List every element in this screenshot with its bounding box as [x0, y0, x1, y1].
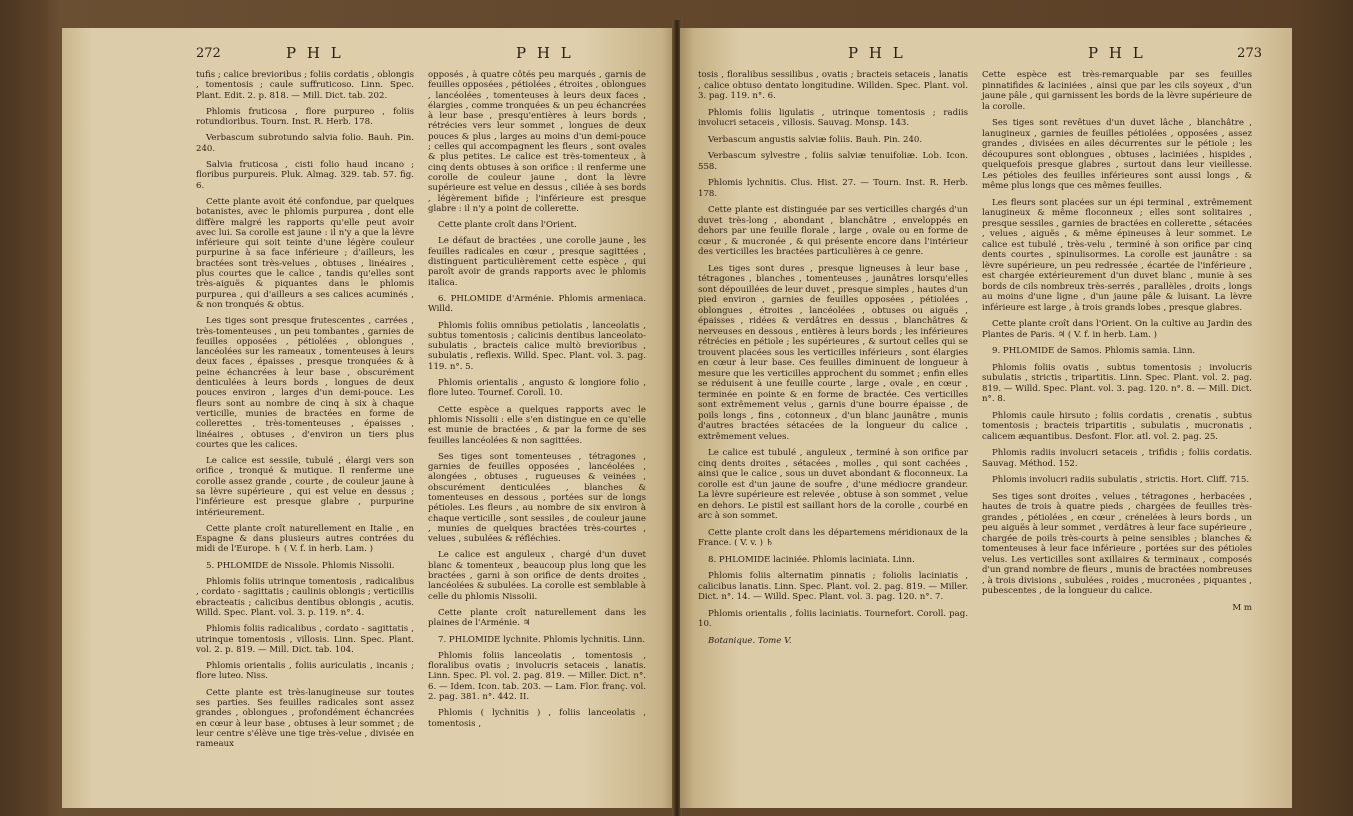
paragraph: 5. PHLOMIDE de Nissole. Phlomis Nissolii. — [206, 560, 395, 571]
left-page-number: 272 — [196, 46, 221, 61]
paragraph: Phlomis foliis alternatim pinnatis ; foliolis laciniatis , calicibus lanatis. Linn. Spec. Plant. vol. 2. pag. 819. — Miller. Dict. n°. 14. — Willd. Spec. Plant. vol. 3. pag. 120. n°. 7. — [698, 571, 968, 602]
paragraph: Cette plante croît dans l'Orient. — [438, 220, 577, 231]
left-page — [62, 28, 674, 808]
paragraph: Phlomis foliis radicalibus , cordato - sagittatis , utrinque tomentosis , villosis. Linn. Spec. Plant. vol. 2. p. 819. — Mill. Dict. tab. 104. — [196, 624, 414, 655]
paragraph: Verbascum subrotundo salvia folio. Bauh. Pin. 240. — [196, 133, 414, 154]
paragraph: Le défaut de bractées , une corolle jaune , les feuilles radicales en cœur , presque sagittées , distinguent particulièrement cette espèce , qui paroît avoir de grands rapports avec le phlomis italica. — [428, 236, 646, 288]
right-page-number: 273 — [1237, 46, 1262, 61]
paragraph: Cette plante croît dans les départemens méridionaux de la France. ( V. v. ) ♄ — [698, 527, 968, 548]
paragraph: Verbascum sylvestre , foliis salviæ tenuifoliæ. Lob. Icon. 558. — [698, 151, 968, 172]
paragraph: 6. PHLOMIDE d'Arménie. Phlomis armeniaca. Willd. — [428, 293, 646, 315]
paragraph: Phlomis fruticosa , flore purpureo , foliis rotundioribus. Tourn. Inst. R. Herb. 178. — [196, 106, 414, 128]
paragraph: Cette espèce a quelques rapports avec le phlomis Nissolii : elle s'en distingue en ce qu'elle est munie de bractées , & par la forme de ses feuilles lancéolées & non sagittées. — [428, 404, 646, 446]
paragraph: Cette plante croît naturellement dans les plaines de l'Arménie. ♃ — [428, 607, 646, 629]
left-running-head-1: P H L — [286, 44, 344, 62]
right-header — [698, 44, 1262, 70]
paragraph: tosis , floralibus sessilibus , ovatis ; bracteis setaceis , lanatis , calice obtuso dentato longitudine. Willden. Spec. Plant. vol. 3. pag. 119. n°. 6. — [698, 70, 968, 101]
paragraph: Ses tiges sont revêtues d'un duvet lâche , blanchâtre , lanugineux , garnies de feuilles pétiolées , opposées , assez grandes , divisées en ailes décurrentes sur le pétiole ; les découpures sont oblongues , obtuses , laciniées , hispides , quelquefois presque glabres , surtout dans leur vieillesse. Les pétioles des feuilles inférieures sont aussi longs , & même plus longs que ces mêmes feuilles. — [982, 118, 1252, 191]
right-column-1 — [698, 70, 968, 652]
paragraph: Cette plante croît naturellement en Italie , en Espagne & dans plusieurs autres contrées du midi de l'Europe. ♄ ( V. f. in herb. Lam. ) — [196, 523, 414, 555]
paragraph: Phlomis orientalis , foliis laciniatis. Tournefort. Coroll. pag. 10. — [698, 608, 968, 629]
right-running-head-1: P H L — [848, 44, 906, 62]
paragraph: Phlomis foliis utrinque tomentosis , radicalibus , cordato - sagittatis ; caulinis oblongis ; verticillis ebracteatis ; calicibus dentibus oblongis , acutis. Willd. Spec. Plant. vol. 3. p. 119. n°. 4. — [196, 577, 414, 618]
paragraph: Phlomis foliis omnibus petiolatis , lanceolatis , subtus tomentosis ; calicinis dentibus lanceolato-subulatis , bracteis calice multò brevioribus , subulatis , reflexis. Willd. Spec. Plant. vol. 3. pag. 119. n°. 5. — [428, 320, 646, 372]
paragraph: Ses tiges sont droites , velues , tétragones , herbacées , hautes de trois à quatre pieds , chargées de feuilles très-grandes , pétiolées , en cœur , crénelées à leurs bords , un peu aiguës à leur sommet , verdâtres à leur face supérieure , chargée de poils très-courts à peine sensibles ; blanches & tomenteuses à leur face inférieure , portées sur des pétioles velus. Les verticilles sont axillaires & terminaux , composés d'un grand nombre de fleurs , munis de bractées nombreuses , à trois divisions , subulées , roides , mucronées , piquantes , pubescentes , de la longueur du calice. — [982, 491, 1252, 596]
paragraph: Phlomis radiis involucri setaceis , trifidis ; foliis cordatis. Sauvag. Méthod. 152. — [982, 448, 1252, 469]
paragraph: Phlomis orientalis , foliis auriculatis , incanis ; flore luteo. Niss. — [196, 661, 414, 682]
paragraph: Phlomis foliis ovatis , subtus tomentosis ; involucris subulatis , strictis , tripartitis. Linn. Spec. Plant. vol. 2. pag. 819. — Willd. Spec. Plant. vol. 3. pag. 120. n°. 8. — Mill. Dict. n°. 8. — [982, 362, 1252, 404]
paragraph: Salvia fruticosa , cisti folio haud incano ; floribus purpureis. Pluk. Almag. 329. tab. 57. fig. 6. — [196, 160, 414, 191]
paragraph: 9. PHLOMIDE de Samos. Phlomis samia. Linn. — [992, 346, 1196, 356]
left-column-2 — [428, 70, 646, 756]
paragraph: 7. PHLOMIDE lychnite. Phlomis lychnitis. Linn. — [438, 634, 646, 645]
paragraph: Les tiges sont presque frutescentes , carrées , très-tomenteuses , un peu tombantes , garnies de feuilles opposées , pétiolées , oblongues , lancéolées sur les rameaux , tomenteuses à leurs deux faces , épaisses , presque tronquées & à peine échancrées à leur base , obscurément denticulées à leurs bords , longues de deux pouces environ , larges d'un demi-pouce. Les fleurs sont au nombre de cinq à six à chaque verticille, munies de bractées en forme de collerettes , très-tomenteuses , épaisses , linéaires , obtuses , d'environ un tiers plus courtes que les calices. — [196, 316, 414, 450]
right-column-2 — [982, 70, 1252, 652]
paragraph: Les tiges sont dures , presque ligneuses à leur base , tétragones , blanches , tomenteuses , jaunâtres lorsqu'elles sont dépouillées de leur duvet , presque simples , hautes d'un pied environ , garnies de feuilles opposées , pétiolées , oblongues , étroites , lancéolées , obtuses ou aiguës , épaisses , ridées & verdâtres en dessus , blanchâtres & nerveuses en dessous , entières à leurs bords ; les inférieures rétrécies en pétiole ; les supérieures , & surtout celles qui se trouvent placées sous les verticilles inférieurs , sont élargies en cœur à leur base. Ces feuilles diminuent de longueur à mesure que les verticilles approchent du sommet ; enfin elles se réduisent à une feuille courte , large , ovale , en cœur , terminée en pointe & en forme de bractée. Ces verticilles sont extrêmement velus , garnis d'une bourre épaisse , de poils longs , fins , cotonneux , d'un blanc jaunâtre , munis d'autres bractées sétacées de la longueur du calice , extrêmement velues. — [698, 263, 968, 442]
paragraph: Phlomis orientalis , angusto & longiore folio , flore luteo. Tournef. Coroll. 10. — [428, 378, 646, 399]
paragraph: Le calice est tubulé , anguleux , terminé à son orifice par cinq dents droites , sétacées , molles , qui sont cachées , ainsi que le calice , sous un duvet abondant & floconneux. La corolle est d'un jaune de soufre , d'une médiocre grandeur. La lèvre supérieure est relevée , obtuse à son sommet , velue en dehors. Le pistil est saillant hors de la corolle , courbé en arc à son sommet. — [698, 448, 968, 521]
paragraph: Cette plante avoit été confondue, par quelques botanistes, avec le phlomis purpurea , dont elle diffère malgré les rapports qu'elle peut avoir avec lui. Sa corolle est jaune : il n'y a que la lèvre inférieure qui soit teinte d'une légère couleur purpurine à sa face inférieure ; d'ailleurs, les bractées sont très-velues , obtuses , linéaires , plus courtes que le calice , tandis qu'elles sont très-aiguës & piquantes dans le phlomis purpurea , qui d'ailleurs a ses calices acuminés , & non tronqués & obtus. — [196, 196, 414, 310]
right-page — [680, 28, 1292, 808]
paragraph: Cette plante est très-lanugineuse sur toutes ses parties. Ses feuilles radicales sont assez grandes , oblongues , profondément échancrées en cœur à leur base , obtuses à leur sommet ; de leur centre s'élève une tige très-velue , divisée en rameaux — [196, 687, 414, 750]
page-footer: Botanique. Tome V. — [708, 635, 792, 646]
paragraph: Phlomis lychnitis. Clus. Hist. 27. — Tourn. Inst. R. Herb. 178. — [698, 178, 968, 199]
right-running-head-2: P H L — [1088, 44, 1146, 62]
paragraph: tufis ; calice brevioribus ; foliis cordatis , oblongis , tomentosis ; caule suffruticoso. Linn. Spec. Plant. Edit. 2. p. 818. — Mill. Dict. tab. 202. — [196, 70, 414, 101]
paragraph: Phlomis foliis lanceolatis , tomentosis , floralibus ovatis ; involucris setaceis , lanatis. Linn. Spec. Pl. vol. 2. pag. 819. — Miller. Dict. n°. 6. — Idem. Icon. tab. 203. — Lam. Flor. franç. vol. 2. pag. 381. n°. 442. II. — [428, 650, 646, 703]
paragraph: Phlomis foliis ligulatis , utrinque tomentosis ; radiis involucri setaceis , villosis. Sauvag. Monsp. 143. — [698, 107, 968, 128]
left-column-1 — [196, 70, 414, 756]
left-header — [196, 44, 662, 70]
paragraph: Phlomis involucri radiis subulatis , strictis. Hort. Cliff. 715. — [992, 475, 1250, 485]
paragraph: Le calice est sessile, tubulé , élargi vers son orifice , tronqué & mutique. Il renferme une corolle assez grande , courte , de couleur jaune à sa lèvre supérieure , qui est velue en dessus ; l'inférieure est presque glabre , purpurine intérieurement. — [196, 456, 414, 518]
paragraph: Verbascum angustis salviæ foliis. Bauh. Pin. 240. — [708, 134, 923, 145]
paragraph: Cette espèce est très-remarquable par ses feuilles pinnatifides & laciniées , ainsi que par les cils soyeux , d'un jaune pâle , qui garnissent les bords de la lèvre supérieure de la corolle. — [982, 70, 1252, 112]
paragraph: 8. PHLOMIDE laciniée. Phlomis laciniata. Linn. — [708, 554, 915, 565]
paragraph: Phlomis caule hirsuto ; foliis cordatis , crenatis , subtus tomentosis ; bracteis tripartitis , subulatis , mucronatis , calicem æquantibus. Desfont. Flor. atl. vol. 2. pag. 25. — [982, 410, 1252, 442]
left-running-head-2: P H L — [516, 44, 574, 62]
paragraph: Les fleurs sont placées sur un épi terminal , extrêmement lanugineux & même floconneux ; elles sont solitaires , presque sessiles , garnies de bractées en collerette , sétacées , velues , aiguës , & même épineuses à leur sommet. Le calice est tubulé , très-velu , terminé à son orifice par cinq dents courtes , spinulisormes. La corolle est jaunâtre : sa lèvre supérieure, un peu redressée , écartée de l'inférieure , est chargée extérieurement d'un duvet blanc , munie à ses bords de cils nombreux très-serrés , parallèles , droits , longs au moins d'une ligne , d'un jaune pâle & luisant. La lèvre inférieure est large , à trois grands lobes , presque glabres. — [982, 197, 1252, 313]
paragraph: Phlomis ( lychnitis ) , foliis lanceolatis , tomentosis , — [428, 708, 646, 729]
paragraph: Cette plante est distinguée par ses verticilles chargés d'un duvet très-long , abondant , blanchâtre , enveloppés en dehors par une feuille florale , large , ovale ou en forme de cœur , & mucronée , & qui présente encore dans l'intérieur des verticilles les bractées particulières à ce genre. — [698, 205, 968, 257]
paragraph: Ses tiges sont tomenteuses , tétragones , garnies de feuilles opposées , lancéolées , alongées , obtuses , rugueuses & veinées , obscurément denticulées , blanches & tomenteuses en dessous , portées sur de longs pétioles. Les fleurs , au nombre de six environ à chaque verticille , sont sessiles , de couleur jaune , munies de quelques bractées très-courtes , velues , subulées & réfléchies. — [428, 451, 646, 545]
paragraph: Cette plante croît dans l'Orient. On la cultive au Jardin des Plantes de Paris. ♃ ( V. f. in herb. Lam. ) — [982, 319, 1252, 340]
signature-mark: M m — [1232, 602, 1252, 613]
paragraph: Le calice est anguleux , chargé d'un duvet blanc & tomenteux , beaucoup plus long que les bractées , garni à son orifice de dents droites , lancéolées & subulées. La corolle est semblable à celle du phlomis Nissolii. — [428, 550, 646, 602]
paragraph: opposés , à quatre côtés peu marqués , garnis de feuilles opposées , pétiolées , étroites , oblongues , lancéolées , tomenteuses à leurs deux faces , élargies , comme tronquées & un peu échancrées à leur base , presqu'entières à leurs bords , rétrécies vers leur sommet , longues de deux pouces & plus , larges au moins d'un demi-pouce ; celles qui accompagnent les fleurs , sont ovales & plus petites. Le calice est très-tomenteux , à cinq dents obtuses à son orifice : il renferme une corolle de couleur jaune , dont la lèvre supérieure est velue en dessus , ciliée à ses bords , légèrement bifide ; l'inférieure est presque glabre : il n'y a point de collerette. — [428, 70, 646, 214]
